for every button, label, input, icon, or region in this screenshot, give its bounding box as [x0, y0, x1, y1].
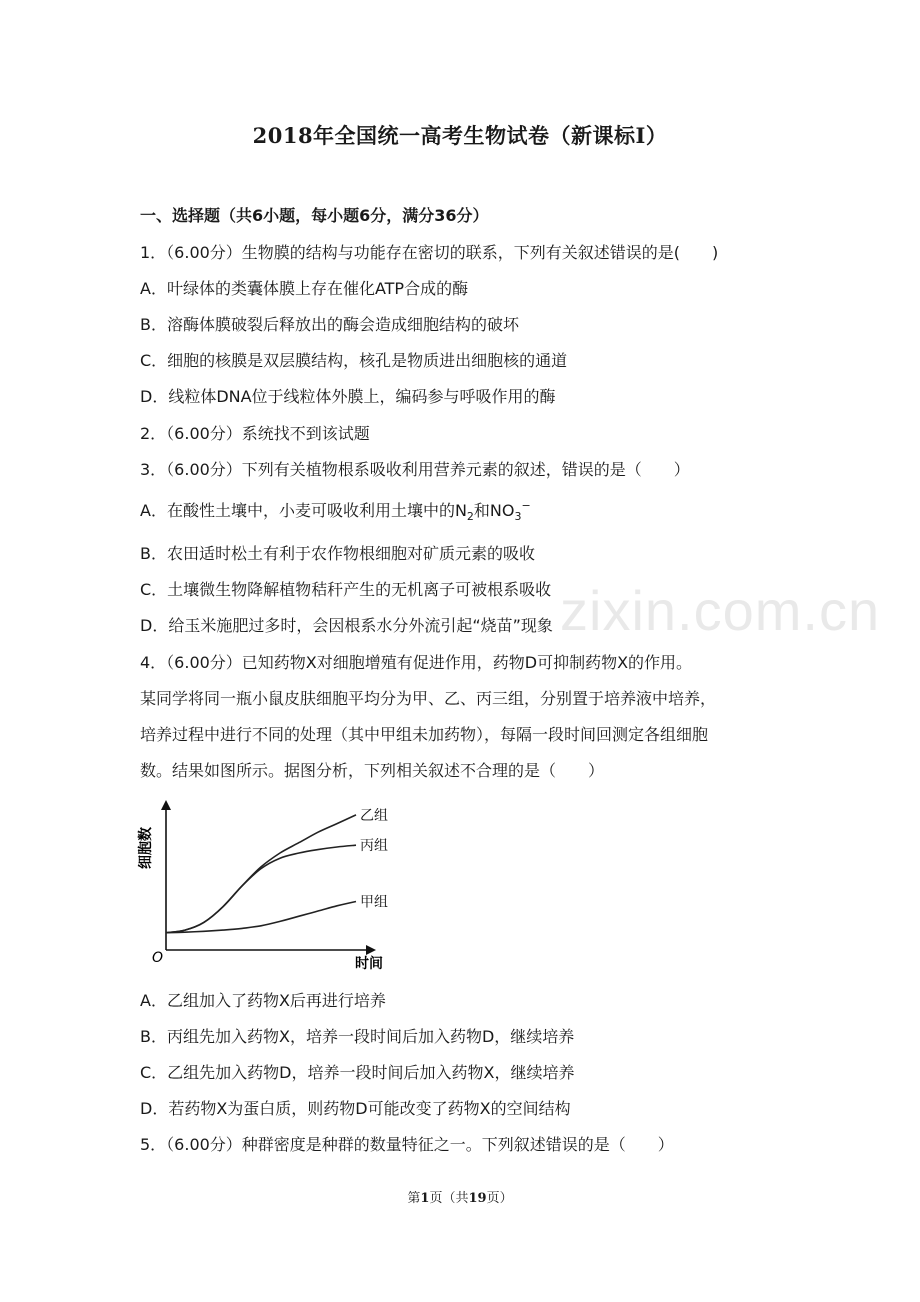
- q1-option-a: A．叶绿体的类囊体膜上存在催化ATP合成的酶: [140, 279, 469, 298]
- origin-label: O: [152, 950, 164, 966]
- series-label-1: 丙组: [360, 838, 388, 855]
- footer-pre: 第: [407, 1191, 421, 1206]
- q3-option-d: D．给玉米施肥过多时，会因根系水分外流引起“烧苗”现象: [140, 616, 553, 635]
- page-footer: [0, 1187, 920, 1206]
- q4-option-a: A．乙组加入了药物X后再进行培养: [140, 991, 386, 1010]
- footer-total-pages: 19: [468, 1191, 487, 1206]
- q1-option-d: D．线粒体DNA位于线粒体外膜上，编码参与呼吸作用的酶: [140, 387, 556, 406]
- q1-stem: 1．（6.00分）生物膜的结构与功能存在密切的联系，下列有关叙述错误的是( ): [140, 243, 719, 262]
- q3-option-a: [140, 498, 531, 523]
- footer-post: 页）: [486, 1191, 513, 1206]
- q4-option-b: B．丙组先加入药物X，培养一段时间后加入药物D，继续培养: [140, 1027, 575, 1046]
- watermark: zixin.com.cn: [560, 579, 881, 642]
- q1-option-c: C．细胞的核膜是双层膜结构，核孔是物质进出细胞核的通道: [140, 351, 568, 370]
- q3-stem: 3．（6.00分）下列有关植物根系吸收利用营养元素的叙述，错误的是（ ）: [140, 460, 690, 479]
- q4-stem-line3: 培养过程中进行不同的处理（其中甲组未加药物），每隔一段时间回测定各组细胞: [140, 725, 709, 744]
- q3-a-sup-charge: −: [521, 499, 531, 512]
- q4-stem-line1: 4．（6.00分）已知药物X对细胞增殖有促进作用，药物D可抑制药物X的作用。: [140, 653, 693, 672]
- series-label-0: 乙组: [360, 807, 388, 824]
- cell-count-chart: [130, 790, 410, 975]
- q5-stem: 5．（6.00分）种群密度是种群的数量特征之一。下列叙述错误的是（ ）: [140, 1135, 674, 1154]
- footer-page-number: 1: [420, 1191, 430, 1206]
- q4-option-d: D．若药物X为蛋白质，则药物D可能改变了药物X的空间结构: [140, 1099, 571, 1118]
- paper-title: 2018年全国统一高考生物试卷（新课标Ⅰ）: [252, 123, 668, 148]
- q4-stem-line2: 某同学将同一瓶小鼠皮肤细胞平均分为甲、乙、丙三组，分别置于培养液中培养，: [140, 689, 717, 708]
- q3-a-sub-n2: 2: [466, 510, 474, 523]
- section-heading: 一、选择题（共6小题，每小题6分，满分36分）: [140, 206, 489, 225]
- series-label-2: 甲组: [360, 894, 388, 911]
- q3-option-c: C．土壤微生物降解植物秸秆产生的无机离子可被根系吸收: [140, 580, 552, 599]
- q3-a-text: A．在酸性土壤中，小麦可吸收利用土壤中的N: [140, 501, 467, 520]
- footer-mid: 页（共: [429, 1191, 469, 1206]
- x-axis-label: 时间: [355, 956, 383, 972]
- q3-a-sub-no3: 3: [514, 510, 522, 523]
- q4-stem-line4: 数。结果如图所示。据图分析，下列相关叙述不合理的是（ ）: [140, 761, 605, 780]
- q1-option-b: B．溶酶体膜破裂后释放出的酶会造成细胞结构的破坏: [140, 315, 519, 334]
- y-axis-label: 细胞数: [138, 827, 154, 869]
- series-line-0: [166, 815, 356, 933]
- q4-option-c: C．乙组先加入药物D，培养一段时间后加入药物X，继续培养: [140, 1063, 575, 1082]
- q3-a-text-mid: 和NO: [473, 501, 515, 520]
- q2-stem: 2．（6.00分）系统找不到该试题: [140, 424, 370, 443]
- series-line-2: [166, 902, 356, 933]
- q3-option-b: B．农田适时松土有利于农作物根细胞对矿质元素的吸收: [140, 544, 535, 563]
- series-line-1: [166, 845, 356, 933]
